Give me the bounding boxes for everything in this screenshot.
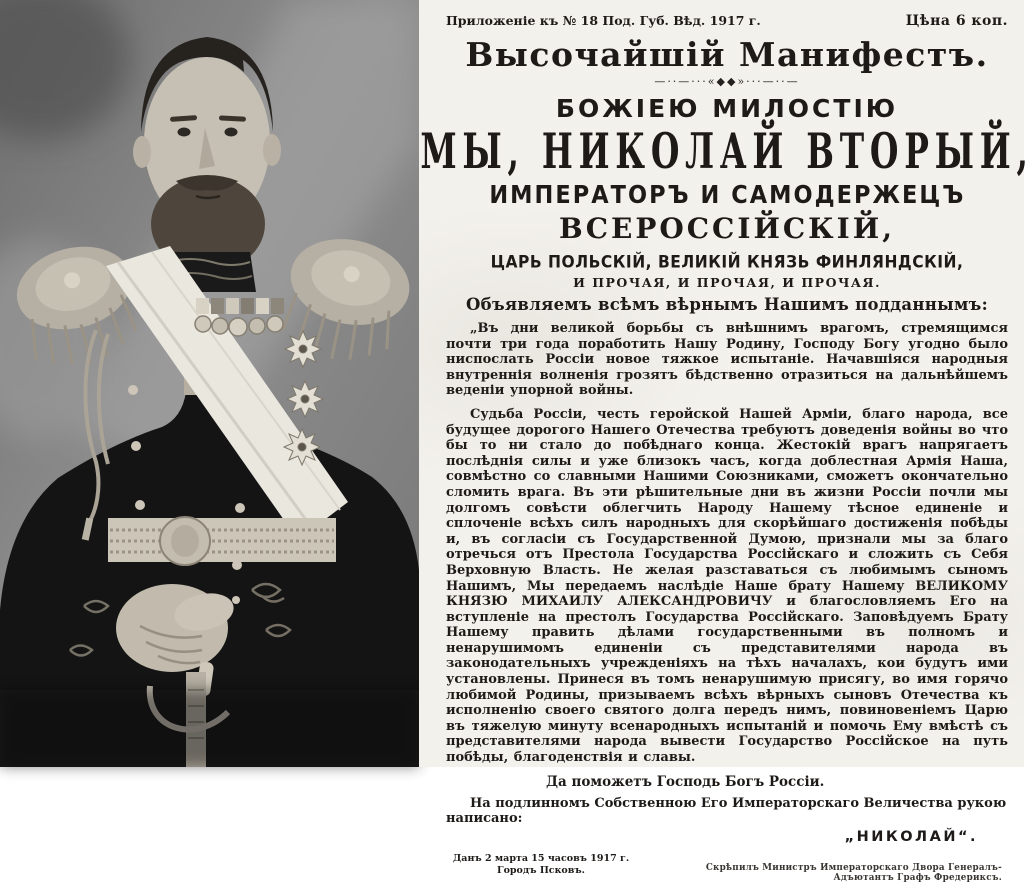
salutation-line: Объявляемъ всѣмъ вѣрнымъ Нашимъ подданнымъ: (466, 295, 988, 314)
date-place-block (446, 853, 636, 877)
manifesto-paragraph-1: „Въ дни великой борьбы съ внѣшнимъ врагомъ, стремящимся почти три года поработить Нашу Родину, Господу Богу угодно было ниспослать Россіи новое тяжкое испытаніе. Начавшіяся народныя внутреннія волненія грозятъ бѣдственно отразиться на дальнѣйшемъ веденіи упорной войны. (446, 321, 1008, 399)
imperial-style-line2: ВСЕРОССІЙСКІЙ, (559, 212, 895, 245)
ear-right (263, 134, 281, 166)
eye-left (178, 128, 191, 137)
by-grace-line: БОЖІЕЮ МИЛОСТІЮ (555, 94, 899, 123)
place-line: Городъ Псковъ. (497, 864, 585, 876)
head (133, 37, 281, 272)
belt-buckle-center (171, 525, 199, 557)
prayer-line: Да поможетъ Господь Богъ Россіи. (546, 773, 825, 790)
royal-name-text: МЫ, НИКОЛАЙ ВТОРЫЙ, (420, 122, 1034, 181)
eye-right (225, 128, 238, 137)
divider-ornament: —··—···«◆◆»···—··— (654, 75, 800, 88)
signature-nicholas: „НИКОЛАЙ“. (844, 828, 978, 845)
royal-name-line (420, 122, 1034, 181)
document-title: Высочайшій Манифестъ. (465, 35, 989, 74)
manifesto-paragraph-2: Судьба Россіи, честь геройской Нашей Арміи, благо народа, все будущее дорогого Нашего Отечества требуютъ доведенія войны во что бы то ни стало до побѣднаго конца. Жестокій врагъ напрягаетъ послѣднія силы и уже близокъ часъ, когда доблестная Армія Наша, совмѣстно со славными Нашими Союзниками, сможетъ окончательно сломить врага. Въ эти рѣшительные дни въ жизни Россіи почли мы долгомъ совѣсти облегчить Народу Нашему тѣсное единеніе и сплоченіе всѣхъ силъ народныхъ для скорѣйшаго достиженія побѣды и, въ согласіи съ Государственной Думою, признали мы за благо отречься отъ Престола Государства Россійскаго и сложить съ Себя Верховную Власть. Не желая разставаться съ любимымъ сыномъ Нашимъ, Мы передаемъ наслѣдіе Наше брату Нашему ВЕЛИКОМУ КНЯЗЮ МИХАИЛУ АЛЕКСАНДРОВИЧУ и благословляемъ Его на вступленіе на престолъ Государства Россійскаго. Заповѣдуемъ Брату Нашему править дѣлами государственными въ полномъ и ненарушимомъ единеніи съ представителями народа въ законодательныхъ учрежденіяхъ на тѣхъ началахъ, кои будутъ ими установлены. Принеся въ томъ ненарушимую присягу, во имя горячо любимой Родины, призываемъ всѣхъ вѣрныхъ сыновъ Отечества къ исполненію своего святого долга передъ нимъ, повиновеніемъ Царю въ тяжелую минуту всенародныхъ испытаній и помочь Ему вмѣстѣ съ представителями народа вывести Государство Россійское на путь побѣды, благоденствія и славы. (446, 406, 1008, 766)
issue-reference: Приложеніе къ № 18 Под. Губ. Вѣд. 1917 г. (446, 13, 761, 28)
price-label: Цѣна 6 коп. (905, 13, 1008, 29)
manifesto-document (419, 0, 1034, 883)
attestation-line: На подлинномъ Собственною Его Императорскаго Величества рукою написано: (446, 795, 1007, 826)
imperial-style-line4: И ПРОЧАЯ, И ПРОЧАЯ, И ПРОЧАЯ. (573, 275, 881, 290)
ear-left (133, 136, 151, 168)
imperial-style-text3: ЦАРЬ ПОЛЬСКІЙ, ВЕЛИКІЙ КНЯЗЬ ФИНЛЯНДСКІЙ, (490, 251, 964, 272)
belt (108, 517, 336, 565)
document-header (446, 13, 1008, 29)
imperial-style-line1 (446, 180, 1008, 210)
document-footer (446, 853, 1008, 883)
portrait-photo-drawing (0, 0, 419, 767)
imperial-style-text1: ИМПЕРАТОРЪ И САМОДЕРЖЕЦЪ (488, 180, 966, 210)
bottom-vignette (0, 690, 419, 767)
countersign-line: Скрѣпилъ Министръ Императорскаго Двора Генералъ-Адъютантъ Графъ Фредериксъ. (705, 862, 1002, 883)
imperial-style-line3 (446, 251, 1008, 272)
date-line: Данъ 2 марта 15 часовъ 1917 г. (452, 852, 630, 864)
portrait-photo (0, 0, 419, 767)
